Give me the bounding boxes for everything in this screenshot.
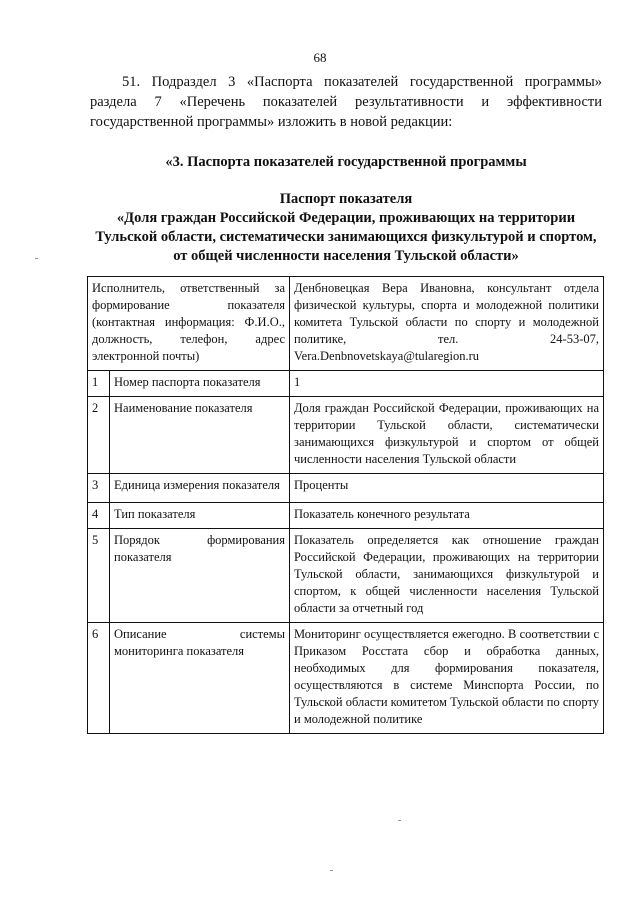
scan-speck: [330, 870, 333, 871]
table-row-executor: [88, 277, 604, 371]
table-row: [88, 623, 604, 734]
table-row: [88, 474, 604, 503]
row-label: Номер паспорта показателя: [110, 371, 290, 397]
scan-speck: [35, 258, 38, 259]
row-value: 1: [290, 371, 604, 397]
indicator-passport-table: [87, 276, 604, 734]
executor-value: Денбновецкая Вера Ивановна, консультант отдела физической культуры, спорта и молодежной политики комитета Тульской области по спорту и молодежной политике, тел. 24-53-07, Vera.Denbnovetskaya@tularegion.ru: [290, 277, 604, 371]
section-title: «3. Паспорта показателей государственной программы: [165, 154, 527, 170]
table-row: [88, 397, 604, 474]
row-value: Мониторинг осуществляется ежегодно. В соответствии с Приказом Росстата сбор и обработка данных, необходимых для формирования показателя, осуществляются в системе Минспорта России, по Тульской области комитетом Тульской области по спорту и молодежной политике: [290, 623, 604, 734]
row-number: 6: [88, 623, 110, 734]
executor-label: Исполнитель, ответственный за формирование показателя (контактная информация: Ф.И.О., должность, телефон, адрес электронной почты): [88, 277, 290, 371]
table-row: [88, 371, 604, 397]
row-number: 3: [88, 474, 110, 503]
row-number: 2: [88, 397, 110, 474]
row-value: Доля граждан Российской Федерации, проживающих на территории Тульской области, систематически занимающихся физкультурой и спортом от общей численности населения Тульской области: [290, 397, 604, 474]
row-label: Порядок формирования показателя: [110, 529, 290, 623]
table-row: [88, 503, 604, 529]
scan-speck: [398, 820, 401, 821]
row-number: 5: [88, 529, 110, 623]
row-value: Показатель конечного результата: [290, 503, 604, 529]
intro-paragraph: 51. Подраздел 3 «Паспорта показателей государственной программы» раздела 7 «Перечень показателей результативности и эффективности государственной программы» изложить в новой редакции:: [90, 74, 602, 130]
indicator-title: «Доля граждан Российской Федерации, проживающих на территории Тульской области, систематически занимающихся физкультурой и спортом, от общей численности населения Тульской области»: [95, 210, 597, 264]
row-value: Проценты: [290, 474, 604, 503]
row-label: Описание системы мониторинга показателя: [110, 623, 290, 734]
row-number: 4: [88, 503, 110, 529]
row-label: Наименование показателя: [110, 397, 290, 474]
row-number: 1: [88, 371, 110, 397]
row-value: Показатель определяется как отношение граждан Российской Федерации, проживающих на территории Тульской области, занимающихся физкультурой и спортом, к общей численности населения Тульской области за отчетный год: [290, 529, 604, 623]
page-number: 68: [313, 50, 327, 65]
table-row: [88, 529, 604, 623]
row-label: Тип показателя: [110, 503, 290, 529]
passport-title: Паспорт показателя: [279, 191, 413, 207]
row-label: Единица измерения показателя: [110, 474, 290, 503]
